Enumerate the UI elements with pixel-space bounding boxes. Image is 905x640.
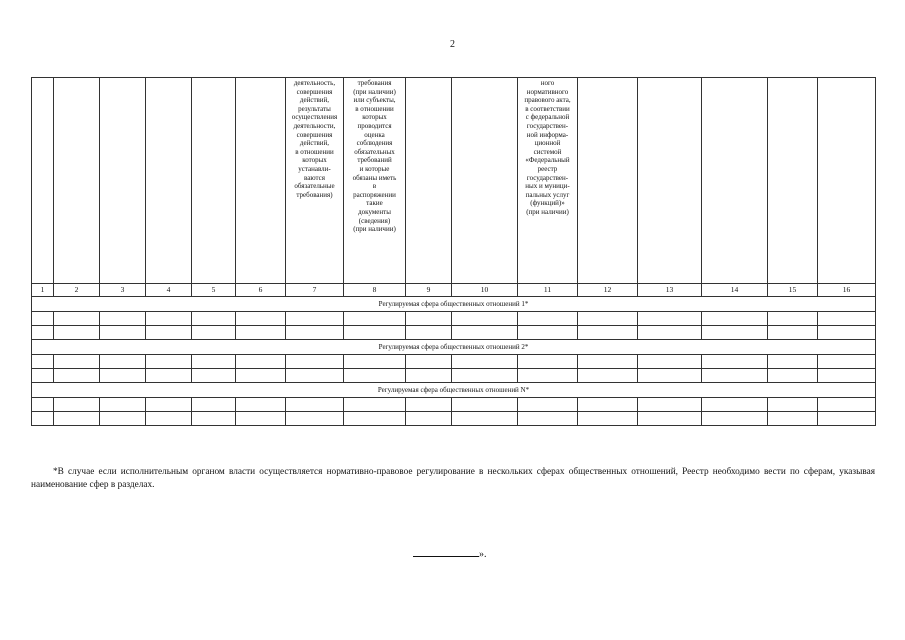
table-cell: [344, 355, 406, 369]
header-line: (при наличии): [353, 87, 396, 96]
column-number: 16: [818, 284, 876, 297]
table-cell: [146, 369, 192, 383]
table-cell: [406, 355, 452, 369]
table-cell: [578, 355, 638, 369]
column-number: 3: [100, 284, 146, 297]
table-header-row: [32, 78, 876, 284]
header-cell-1: [32, 78, 54, 284]
header-cell-5: [192, 78, 236, 284]
header-line: результаты: [298, 104, 331, 113]
table-cell: [702, 369, 768, 383]
column-number: 15: [768, 284, 818, 297]
header-cell-6: [236, 78, 286, 284]
header-line: деятельность,: [293, 79, 336, 87]
table-row: [32, 355, 876, 369]
column-number: 1: [32, 284, 54, 297]
column-number: 14: [702, 284, 768, 297]
table-cell: [406, 369, 452, 383]
table-cell: [32, 355, 54, 369]
table-cell: [236, 326, 286, 340]
header-line: (сведения): [358, 216, 391, 225]
table-cell: [638, 355, 702, 369]
section-row: [32, 383, 876, 398]
header-line: обязаны иметь: [352, 173, 397, 182]
header-cell-7: [286, 78, 344, 284]
signature-blank: [413, 546, 479, 557]
table-cell: [578, 412, 638, 426]
column-number: 10: [452, 284, 518, 297]
table-cell: [344, 398, 406, 412]
table-cell: [406, 412, 452, 426]
header-cell-3: [100, 78, 146, 284]
table-cell: [578, 369, 638, 383]
table-cell: [236, 312, 286, 326]
header-line: ной информа-: [526, 130, 569, 139]
header-line: в отношении: [295, 147, 334, 156]
table-cell: [518, 355, 578, 369]
header-line: (при наличии): [526, 207, 569, 216]
header-cell-9: [406, 78, 452, 284]
table-cell: [192, 312, 236, 326]
header-line: государствен-: [526, 121, 569, 130]
header-line: ваются: [304, 173, 325, 182]
table-cell: [286, 312, 344, 326]
header-line: правового акта,: [524, 96, 571, 105]
header-line: действий,: [299, 96, 330, 105]
table-cell: [236, 369, 286, 383]
header-line: соблюдения: [356, 139, 393, 148]
table-cell: [452, 355, 518, 369]
header-line: с федеральной: [525, 113, 570, 122]
column-number: 2: [54, 284, 100, 297]
header-line: совершения: [296, 87, 333, 96]
table-cell: [452, 398, 518, 412]
table-cell: [344, 369, 406, 383]
table-cell: [818, 355, 876, 369]
table-cell: [702, 398, 768, 412]
table-cell: [768, 369, 818, 383]
table-cell: [818, 326, 876, 340]
header-line: деятельности,: [293, 121, 336, 130]
table-row: [32, 412, 876, 426]
header-line: в: [372, 182, 377, 191]
column-number: 5: [192, 284, 236, 297]
table-cell: [518, 412, 578, 426]
table-cell: [100, 398, 146, 412]
table-cell: [578, 398, 638, 412]
table-cell: [518, 312, 578, 326]
page-number: 2: [450, 39, 455, 50]
table-cell: [452, 412, 518, 426]
table-cell: [452, 326, 518, 340]
table-cell: [768, 312, 818, 326]
section-title: Регулируемая сфера общественных отношений 2*: [32, 340, 876, 355]
header-line: ного: [540, 79, 555, 87]
table-cell: [236, 398, 286, 412]
table-cell: [32, 369, 54, 383]
table-cell: [702, 412, 768, 426]
table-cell: [768, 398, 818, 412]
registry-table: [31, 77, 876, 426]
table-cell: [32, 398, 54, 412]
section-row: [32, 297, 876, 312]
table-cell: [768, 412, 818, 426]
table-cell: [638, 398, 702, 412]
section-row: [32, 340, 876, 355]
table-cell: [32, 326, 54, 340]
header-line: в соответствии: [525, 104, 570, 113]
table-cell: [54, 355, 100, 369]
table-cell: [406, 398, 452, 412]
header-cell-14: [702, 78, 768, 284]
table-cell: [100, 312, 146, 326]
header-line: совершения: [296, 130, 333, 139]
header-line: обязательные: [294, 182, 335, 191]
table-row: [32, 398, 876, 412]
table-cell: [818, 312, 876, 326]
table-cell: [518, 369, 578, 383]
header-line: пальных услуг: [525, 190, 570, 199]
column-number: 4: [146, 284, 192, 297]
table-cell: [452, 312, 518, 326]
table-cell: [192, 355, 236, 369]
column-number: 9: [406, 284, 452, 297]
header-line: или субъекты,: [353, 96, 396, 105]
table-cell: [146, 355, 192, 369]
header-line: обязательных: [354, 147, 395, 156]
header-cell-12: [578, 78, 638, 284]
header-cell-10: [452, 78, 518, 284]
table-cell: [192, 369, 236, 383]
header-line: (функций)»: [530, 199, 565, 208]
header-line: документы: [358, 207, 391, 216]
table-cell: [286, 412, 344, 426]
header-line: государствен-: [526, 173, 569, 182]
footnote: *В случае если исполнительным органом власти осуществляется нормативно-правовое регулирование в нескольких сферах общественных отношений, Реестр необходимо вести по сферам, указывая наименование сфер в разделах.: [31, 467, 875, 490]
table-cell: [768, 326, 818, 340]
header-line: «Федеральный: [525, 156, 570, 165]
header-line: требования): [296, 190, 333, 199]
table-row: [32, 326, 876, 340]
table-cell: [100, 326, 146, 340]
table-cell: [236, 412, 286, 426]
header-cell-16: [818, 78, 876, 284]
table-cell: [286, 398, 344, 412]
table-cell: [638, 369, 702, 383]
table-cell: [768, 355, 818, 369]
table-cell: [344, 412, 406, 426]
table-cell: [518, 326, 578, 340]
header-line: и которые: [359, 164, 390, 173]
table-cell: [146, 312, 192, 326]
column-number: 8: [344, 284, 406, 297]
header-line: распоряжении: [353, 190, 396, 199]
header-line: в отношении: [355, 104, 394, 113]
table-cell: [344, 326, 406, 340]
header-line: системой: [533, 147, 562, 156]
table-cell: [702, 312, 768, 326]
table-cell: [578, 312, 638, 326]
table-cell: [406, 326, 452, 340]
table-cell: [146, 398, 192, 412]
table-cell: [818, 412, 876, 426]
header-line: такие: [366, 199, 383, 208]
header-line: ционной: [534, 139, 561, 148]
header-cell-13: [638, 78, 702, 284]
closing-line: [413, 546, 487, 560]
table-cell: [286, 369, 344, 383]
header-line: требования: [357, 79, 392, 87]
table-cell: [100, 355, 146, 369]
table-cell: [100, 369, 146, 383]
header-line: осуществления: [291, 113, 338, 122]
column-number-row: [32, 284, 876, 297]
table-cell: [192, 398, 236, 412]
column-number: 7: [286, 284, 344, 297]
column-number: 11: [518, 284, 578, 297]
table-cell: [146, 326, 192, 340]
table-cell: [578, 326, 638, 340]
table-cell: [54, 326, 100, 340]
header-line: нормативного: [526, 87, 569, 96]
header-cell-11: [518, 78, 578, 284]
table-cell: [452, 369, 518, 383]
table-cell: [638, 412, 702, 426]
table-cell: [818, 369, 876, 383]
table-cell: [702, 326, 768, 340]
header-line: устанавли-: [298, 164, 331, 173]
table-row: [32, 369, 876, 383]
header-line: ных и муници-: [525, 182, 570, 191]
table-row: [32, 312, 876, 326]
table-cell: [638, 312, 702, 326]
table-cell: [100, 412, 146, 426]
table-cell: [286, 326, 344, 340]
header-line: проводится: [357, 121, 392, 130]
column-number: 6: [236, 284, 286, 297]
table-cell: [146, 412, 192, 426]
table-cell: [32, 412, 54, 426]
header-line: которых: [362, 113, 387, 122]
closing-quote: ».: [479, 549, 487, 560]
header-cell-8: [344, 78, 406, 284]
table-cell: [702, 355, 768, 369]
header-cell-4: [146, 78, 192, 284]
header-line: действий,: [299, 139, 330, 148]
table-cell: [32, 312, 54, 326]
header-line: (при наличии): [353, 225, 396, 234]
table-cell: [54, 398, 100, 412]
table-cell: [638, 326, 702, 340]
section-title: Регулируемая сфера общественных отношений 1*: [32, 297, 876, 312]
table-cell: [54, 412, 100, 426]
section-title: Регулируемая сфера общественных отношений N*: [32, 383, 876, 398]
table-cell: [818, 398, 876, 412]
table-cell: [236, 355, 286, 369]
table-cell: [286, 355, 344, 369]
header-line: оценка: [364, 130, 385, 139]
header-line: которых: [302, 156, 327, 165]
table-cell: [192, 326, 236, 340]
table-cell: [54, 369, 100, 383]
column-number: 12: [578, 284, 638, 297]
column-number: 13: [638, 284, 702, 297]
table-cell: [518, 398, 578, 412]
header-cell-2: [54, 78, 100, 284]
table-cell: [344, 312, 406, 326]
table-cell: [54, 312, 100, 326]
table-cell: [192, 412, 236, 426]
table-cell: [406, 312, 452, 326]
header-cell-15: [768, 78, 818, 284]
header-line: требований: [357, 156, 392, 165]
header-line: реестр: [537, 164, 558, 173]
